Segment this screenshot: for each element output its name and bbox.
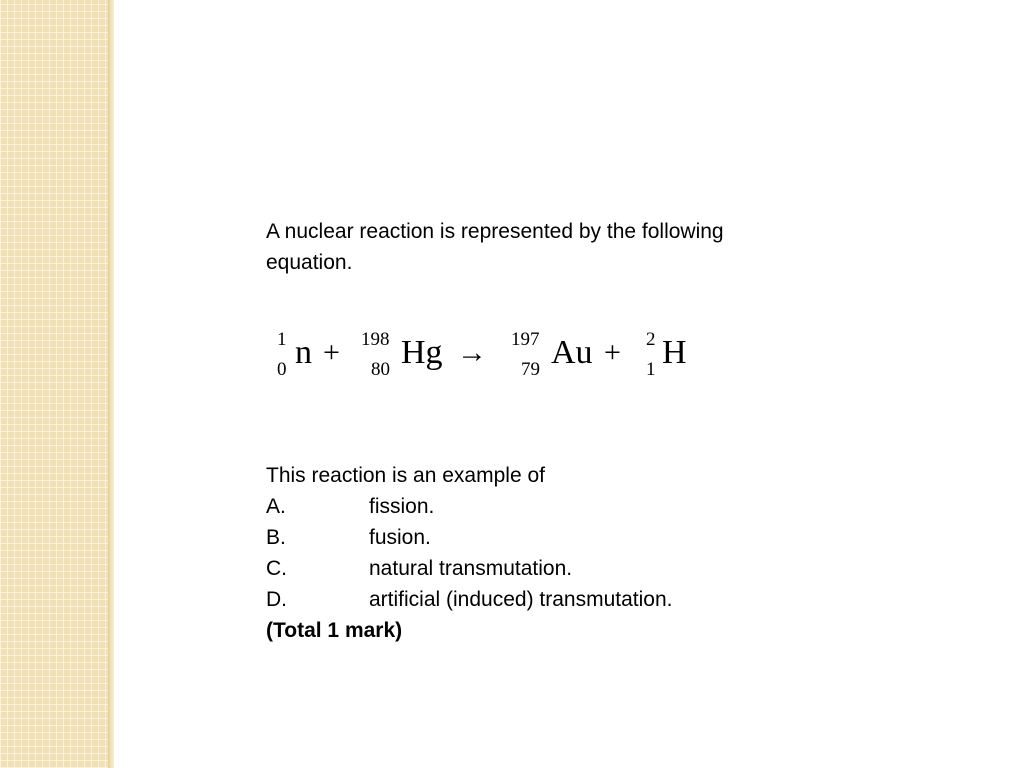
neutron-symbol: n bbox=[295, 334, 312, 371]
option-d-letter: D. bbox=[266, 588, 287, 611]
hydrogen-symbol: H bbox=[662, 334, 687, 371]
plus-sign-1: + bbox=[323, 336, 340, 369]
total-marks: (Total 1 mark) bbox=[266, 619, 403, 642]
option-a bbox=[266, 491, 826, 522]
hydrogen-mass-number: 2 bbox=[646, 329, 656, 350]
neutron-atomic-number: 0 bbox=[277, 359, 287, 380]
option-b-text: fusion. bbox=[369, 526, 431, 549]
decorative-side-strip bbox=[0, 0, 108, 768]
option-b bbox=[266, 522, 826, 553]
intro-text: A nuclear reaction is represented by the following equation. bbox=[266, 220, 724, 274]
option-c-letter: C. bbox=[266, 557, 287, 580]
gold-mass-number: 197 bbox=[511, 329, 540, 350]
gold-symbol: Au bbox=[551, 334, 593, 371]
option-d-text: artificial (induced) transmutation. bbox=[369, 588, 673, 611]
mercury-mass-number: 198 bbox=[361, 329, 390, 350]
option-b-letter: B. bbox=[266, 526, 286, 549]
option-a-text: fission. bbox=[369, 495, 435, 518]
question-block bbox=[266, 460, 826, 646]
plus-sign-2: + bbox=[604, 336, 621, 369]
question-stem: This reaction is an example of bbox=[266, 464, 545, 487]
hydrogen-atomic-number: 1 bbox=[646, 359, 656, 380]
option-c bbox=[266, 553, 826, 584]
option-a-letter: A. bbox=[266, 495, 286, 518]
mercury-atomic-number: 80 bbox=[371, 359, 390, 380]
option-d bbox=[266, 584, 826, 615]
neutron-mass-number: 1 bbox=[277, 329, 287, 350]
option-c-text: natural transmutation. bbox=[369, 557, 573, 580]
mercury-symbol: Hg bbox=[401, 334, 443, 371]
reaction-arrow: → bbox=[457, 336, 487, 369]
question-intro-block bbox=[266, 216, 826, 278]
nuclear-equation bbox=[273, 326, 713, 386]
decorative-side-edge bbox=[108, 0, 114, 768]
gold-atomic-number: 79 bbox=[521, 359, 540, 380]
